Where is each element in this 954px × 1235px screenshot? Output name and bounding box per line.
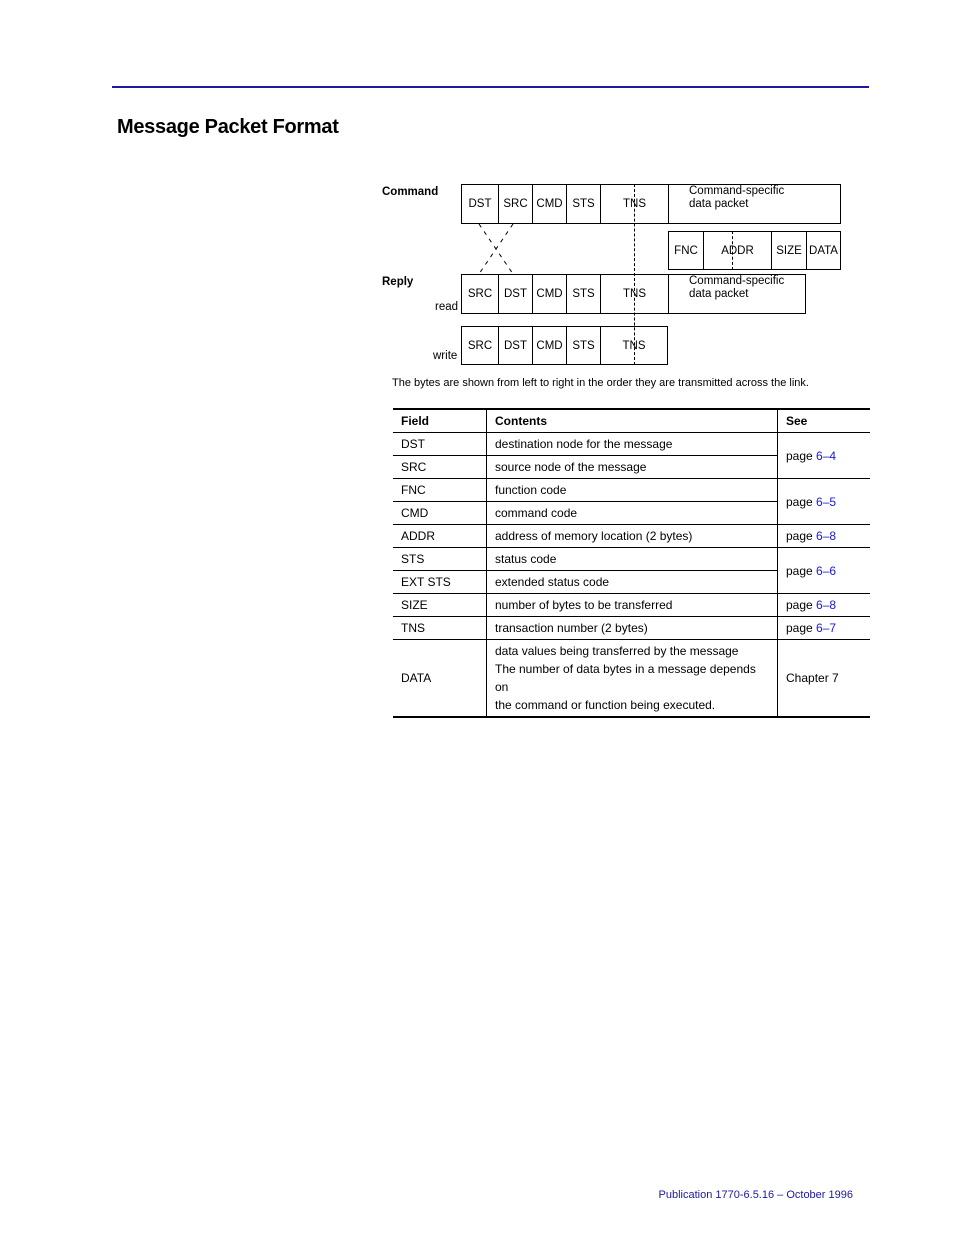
reply-write-src-field: SRC <box>467 339 493 352</box>
page-prefix: page <box>786 448 813 463</box>
reply-write-cmd-field: CMD <box>532 327 566 364</box>
contents-line: the command or function being executed. <box>495 698 716 712</box>
fields-table <box>393 408 870 718</box>
contents-cell: command code <box>487 502 778 525</box>
page-prefix: page <box>786 529 813 543</box>
field-cell: CMD <box>393 502 487 525</box>
contents-cell: address of memory location (2 bytes) <box>487 525 778 548</box>
see-cell <box>778 594 871 617</box>
contents-line: data values being transferred by the message <box>495 644 739 658</box>
table-row <box>393 617 870 640</box>
contents-cell: destination node for the message <box>487 433 778 456</box>
table-row <box>393 548 870 571</box>
contents-cell <box>487 640 778 718</box>
publication-footer: Publication 1770-6.5.16 – October 1996 <box>658 1189 853 1201</box>
command-cmd-field: CMD <box>532 185 566 223</box>
data-field: DATA <box>806 232 840 269</box>
page-link[interactable]: 6–6 <box>816 563 837 578</box>
see-cell <box>778 525 871 548</box>
diagram-caption: The bytes are shown from left to right in the order they are transmitted across the link. <box>392 377 809 389</box>
field-cell: EXT STS <box>393 571 487 594</box>
command-packet-line-2: data packet <box>689 198 749 210</box>
reply-packet-line-1: Command-specific <box>689 275 785 287</box>
page-link[interactable]: 6–8 <box>816 529 837 543</box>
contents-cell: transaction number (2 bytes) <box>487 617 778 640</box>
field-cell: DST <box>393 433 487 456</box>
command-packet-line-1: Command-specific <box>689 185 785 197</box>
page-link[interactable]: 6–8 <box>816 598 837 612</box>
see-cell <box>778 548 871 594</box>
table-row <box>393 433 870 456</box>
write-label: write <box>433 350 458 362</box>
field-cell: DATA <box>393 640 487 718</box>
contents-cell: source node of the message <box>487 456 778 479</box>
header-contents: Contents <box>487 409 778 433</box>
see-cell <box>778 433 871 479</box>
command-sts-field: STS <box>566 185 600 223</box>
field-cell: SIZE <box>393 594 487 617</box>
field-cell: FNC <box>393 479 487 502</box>
header-see: See <box>778 409 871 433</box>
header-field: Field <box>393 409 487 433</box>
contents-cell: function code <box>487 479 778 502</box>
command-src-field: SRC <box>498 185 532 223</box>
table-header-row <box>393 409 870 433</box>
table-row <box>393 640 870 718</box>
reply-read-src-field: SRC <box>467 288 493 300</box>
contents-cell: extended status code <box>487 571 778 594</box>
table-row <box>393 525 870 548</box>
contents-cell: number of bytes to be transferred <box>487 594 778 617</box>
size-field: SIZE <box>771 232 806 269</box>
field-cell: ADDR <box>393 525 487 548</box>
page-prefix: page <box>786 598 813 612</box>
page-link[interactable]: 6–7 <box>816 621 837 635</box>
page-prefix: page <box>786 494 813 509</box>
contents-line: The number of data bytes in a message depends on <box>495 662 756 694</box>
reply-read-cmd-field: CMD <box>532 275 566 313</box>
page-prefix: page <box>786 621 813 635</box>
read-label: read <box>435 301 459 313</box>
fnc-field: FNC <box>674 244 698 257</box>
reply-read-tns-field: TNS <box>600 275 668 313</box>
command-dst-field: DST <box>468 198 492 210</box>
page-link[interactable]: 6–5 <box>816 494 837 509</box>
page-link[interactable]: 6–4 <box>816 448 837 463</box>
command-tns-field: TNS <box>600 185 668 223</box>
field-cell: SRC <box>393 456 487 479</box>
reply-write-tns-field: TNS <box>600 327 667 364</box>
field-cell: STS <box>393 548 487 571</box>
reply-read-dst-field: DST <box>498 275 532 313</box>
packet-diagram <box>378 180 858 370</box>
reply-read-sts-field: STS <box>566 275 600 313</box>
command-label: Command <box>382 186 439 198</box>
page-title: Message Packet Format <box>117 116 339 138</box>
contents-cell: status code <box>487 548 778 571</box>
addr-field: ADDR <box>703 232 771 269</box>
page-prefix: page <box>786 563 813 578</box>
reply-packet-line-2: data packet <box>689 288 749 300</box>
table-row <box>393 594 870 617</box>
reply-write-dst-field: DST <box>498 327 532 364</box>
see-cell <box>778 617 871 640</box>
see-cell <box>778 479 871 525</box>
reply-write-sts-field: STS <box>566 327 600 364</box>
field-cell: TNS <box>393 617 487 640</box>
table-row <box>393 479 870 502</box>
reply-label: Reply <box>382 276 414 288</box>
header-rule <box>112 86 869 88</box>
swap-cross-lines <box>378 180 858 370</box>
see-cell: Chapter 7 <box>778 640 871 718</box>
